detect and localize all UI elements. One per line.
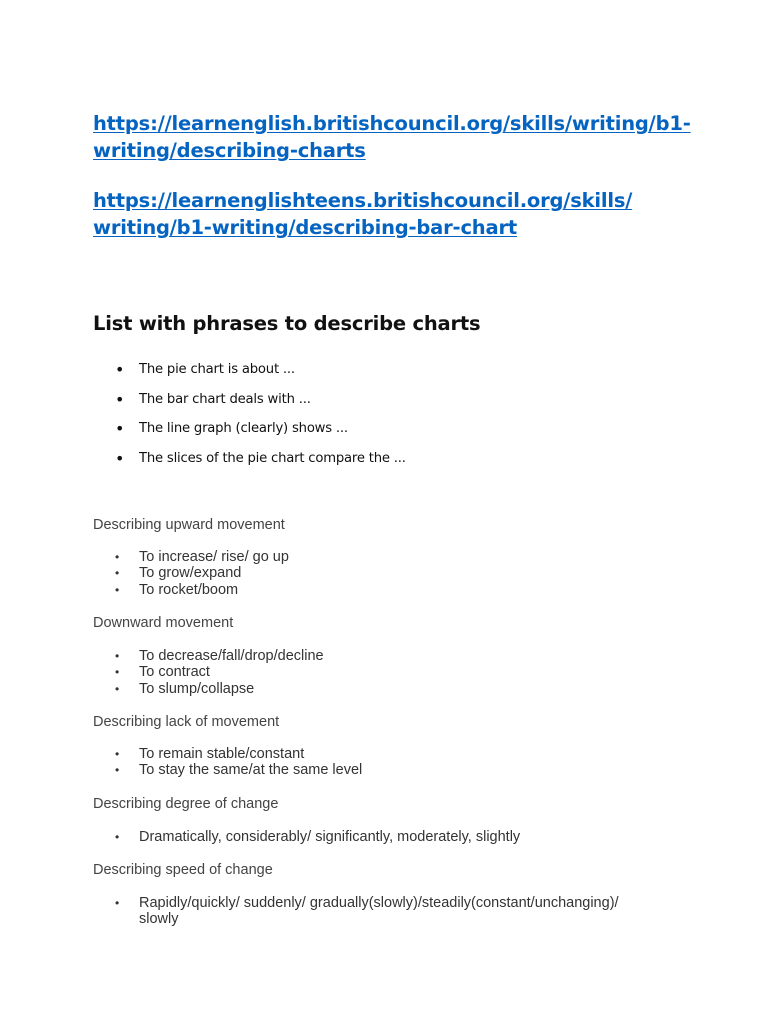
bullet-icon: •	[115, 665, 120, 680]
list-item-text: The slices of the pie chart compare the ...	[139, 450, 406, 466]
list-item-text: To grow/expand	[139, 565, 242, 582]
section-title-speed-of-change: Describing speed of change	[93, 862, 273, 878]
list-upward	[93, 549, 653, 598]
list-item-text: To remain stable/constant	[139, 746, 305, 762]
list-item	[93, 895, 653, 928]
list-item	[93, 829, 653, 845]
link-line-2[interactable]: writing/describing-charts	[93, 139, 366, 162]
bullet-icon: •	[115, 896, 120, 910]
bullet-icon: •	[115, 566, 120, 581]
section-title-downward: Downward movement	[93, 615, 234, 631]
list-item	[93, 356, 406, 386]
list-item	[93, 746, 653, 762]
bullet-icon: •	[115, 830, 120, 844]
list-item-text: To contract	[139, 664, 210, 681]
phrases-list	[93, 356, 406, 474]
list-item-text-continuation: slowly	[139, 911, 179, 928]
list-item-text: To increase/ rise/ go up	[139, 549, 289, 565]
bullet-icon: •	[115, 649, 120, 663]
list-item-text: The bar chart deals with ...	[139, 391, 311, 407]
list-item-text: The pie chart is about ...	[139, 362, 295, 377]
link-line-1[interactable]: https://learnenglish.britishcouncil.org/skills/writing/b1-	[93, 112, 691, 135]
bullet-icon: •	[115, 582, 120, 597]
list-item	[93, 386, 406, 416]
list-item	[93, 681, 653, 697]
section-title-lack-of-movement: Describing lack of movement	[93, 714, 280, 730]
link-learnenglishteens-describing-bar-chart[interactable]	[93, 187, 693, 241]
bullet-icon: •	[115, 747, 120, 761]
link-line-2[interactable]: writing/b1-writing/describing-bar-chart	[93, 216, 517, 239]
list-item-text: To slump/collapse	[139, 680, 255, 697]
bullet-icon: •	[115, 448, 125, 468]
list-item	[93, 664, 653, 680]
list-degree-of-change	[93, 829, 653, 845]
list-item	[93, 762, 653, 778]
bullet-icon: •	[115, 681, 120, 696]
list-item	[93, 445, 406, 475]
bullet-icon: •	[115, 763, 120, 778]
list-item	[93, 582, 653, 598]
list-item-text: To decrease/fall/drop/decline	[139, 648, 324, 664]
section-title-upward: Describing upward movement	[93, 517, 285, 533]
list-lack-of-movement	[93, 746, 653, 779]
page-heading: List with phrases to describe charts	[93, 312, 481, 335]
link-line-1[interactable]: https://learnenglishteens.britishcouncil.org/skills/	[93, 189, 633, 212]
list-item-text: Rapidly/quickly/ suddenly/ gradually(slowly)/steadily(constant/unchanging)/	[139, 895, 619, 911]
list-item-text: To rocket/boom	[139, 581, 239, 598]
list-downward	[93, 648, 653, 697]
link-learnenglish-describing-charts[interactable]	[93, 110, 693, 164]
list-speed-of-change	[93, 895, 653, 928]
list-item	[93, 415, 406, 445]
list-item-text: The line graph (clearly) shows ...	[139, 421, 348, 437]
bullet-icon: •	[115, 389, 125, 409]
bullet-icon: •	[115, 419, 125, 439]
list-item-text: Dramatically, considerably/ significantly, moderately, slightly	[139, 829, 521, 845]
list-item	[93, 648, 653, 664]
list-item-text: To stay the same/at the same level	[139, 762, 363, 779]
bullet-icon: •	[115, 550, 120, 564]
section-title-degree-of-change: Describing degree of change	[93, 796, 279, 812]
bullet-icon: •	[115, 360, 125, 379]
list-item	[93, 565, 653, 581]
list-item	[93, 549, 653, 565]
